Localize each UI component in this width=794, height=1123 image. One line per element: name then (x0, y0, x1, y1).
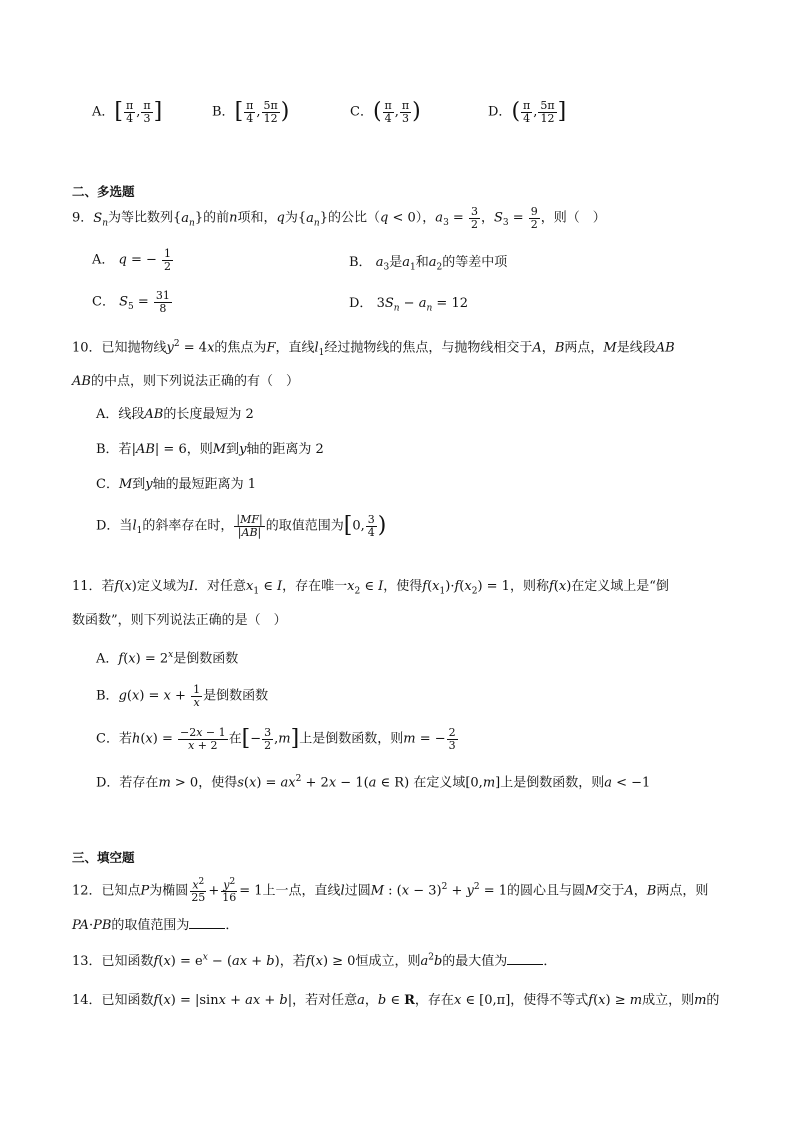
question-10-stem-line1: 10．已知抛物线$y^2 = 4x$的焦点为F，直线$l_1$经过抛物线的焦点，与抛物线相交于A，B两点，M是线段AB (72, 339, 675, 358)
question-10-option-a: A．线段AB的长度最短为 2 (96, 407, 254, 422)
question-11-option-d: D．若存在m > 0，使得$s(x) = ax^2 + 2x - 1(a$ ∈ R) 在定义域[0,m]上是倒数函数，则a < −1 (96, 774, 651, 791)
question-11-option-b: B．g(x) = x + $\frac{1}{x}$ 是倒数函数 (96, 683, 269, 709)
question-10-option-d: D．当$l_1$的斜率存在时， $\frac{|MF|}{|AB|}$ 的取值范围为[0, $\frac{3}{4}$ ) (96, 513, 387, 539)
section-title-multi-choice: 二、多选题 (72, 184, 135, 199)
question-10-option-c: C．M到y轴的最短距离为 1 (96, 477, 257, 492)
question-11-option-a: A．$f(x) = 2^x$是倒数函数 (96, 650, 239, 667)
question-12-line2: PA·PB的取值范围为 ． (72, 918, 239, 933)
answer-blank-13[interactable] (507, 952, 543, 965)
question-10-stem-line2: AB的中点，则下列说法正确的有（ ） (72, 374, 299, 389)
section-title-fill-blank: 三、填空题 (72, 850, 135, 865)
option-d: D．( $\frac{\pi}{4}$ , $\frac{5\pi}{12}$ ] (488, 99, 567, 125)
question-14: 14．已知函数f(x) = |sinx + ax + b|，若对任意a，b ∈ R，存在x ∈ [0,π]，使得不等式f(x) ≥ m成立，则m的 (72, 993, 720, 1008)
question-9-option-d: D． $3S_n - a_n = 12$ (349, 296, 468, 314)
answer-blank-12[interactable] (189, 916, 225, 929)
question-9-option-c: C． $S_5$ = $\frac{31}{8}$ (92, 289, 170, 315)
question-11-option-c: C．若h(x) = $\frac{-2x - 1}{x + 2}$ 在[− $\frac{3}{2}$ ,m]上是倒数函数，则m = − $\frac{2}{3}$ (96, 726, 456, 752)
question-9-option-a: A． q = − $\frac{1}{2}$ (92, 247, 172, 273)
question-13: 13．已知函数$f(x) = e^x - (ax + b)$，若f(x) ≥ 0恒成立，则$a^2b$的最大值为 ． (72, 952, 557, 969)
option-a: A．[ $\frac{\pi}{4}$ , $\frac{\pi}{3}$ ] (92, 99, 163, 125)
question-11-stem-line1: 11．若f(x)定义域为I．对任意$x_1$ ∈ I，存在唯一$x_2$ ∈ I，使得$f(x_1)\cdot f(x_2) = 1$，则称f(x)在定义域上是“倒 (72, 579, 669, 597)
question-11-stem-line2: 数函数”，则下列说法正确的是（ ） (72, 613, 287, 628)
question-12-line1: 12．已知点P为椭圆 $\frac{x^2}{25}$ + $\frac{y^2}{16}$ = 1上一点，直线l过圆M : $(x - 3)^2 + y^2 = 1$的圆心且与圆M交于A，B两点，则 (72, 877, 709, 905)
question-9-option-b: B． $a_3$是$a_1$和$a_2$的等差中项 (349, 255, 508, 273)
question-10-option-b: B．若|AB| = 6，则M到y轴的距离为 2 (96, 442, 324, 457)
option-c: C．( $\frac{\pi}{4}$ , $\frac{\pi}{3}$ ) (350, 99, 421, 125)
option-b: B．[ $\frac{\pi}{4}$ , $\frac{5\pi}{12}$ ) (212, 99, 290, 125)
question-9-stem: 9．$S_n$为等比数列$\{a_n\}$的前n项和，q为$\{a_n\}$的公比（q < 0），$a_3$ = $\frac{3}{2}$ ，$S_3$ = $\frac{9}{2}$ ，则（ ） (72, 205, 606, 231)
